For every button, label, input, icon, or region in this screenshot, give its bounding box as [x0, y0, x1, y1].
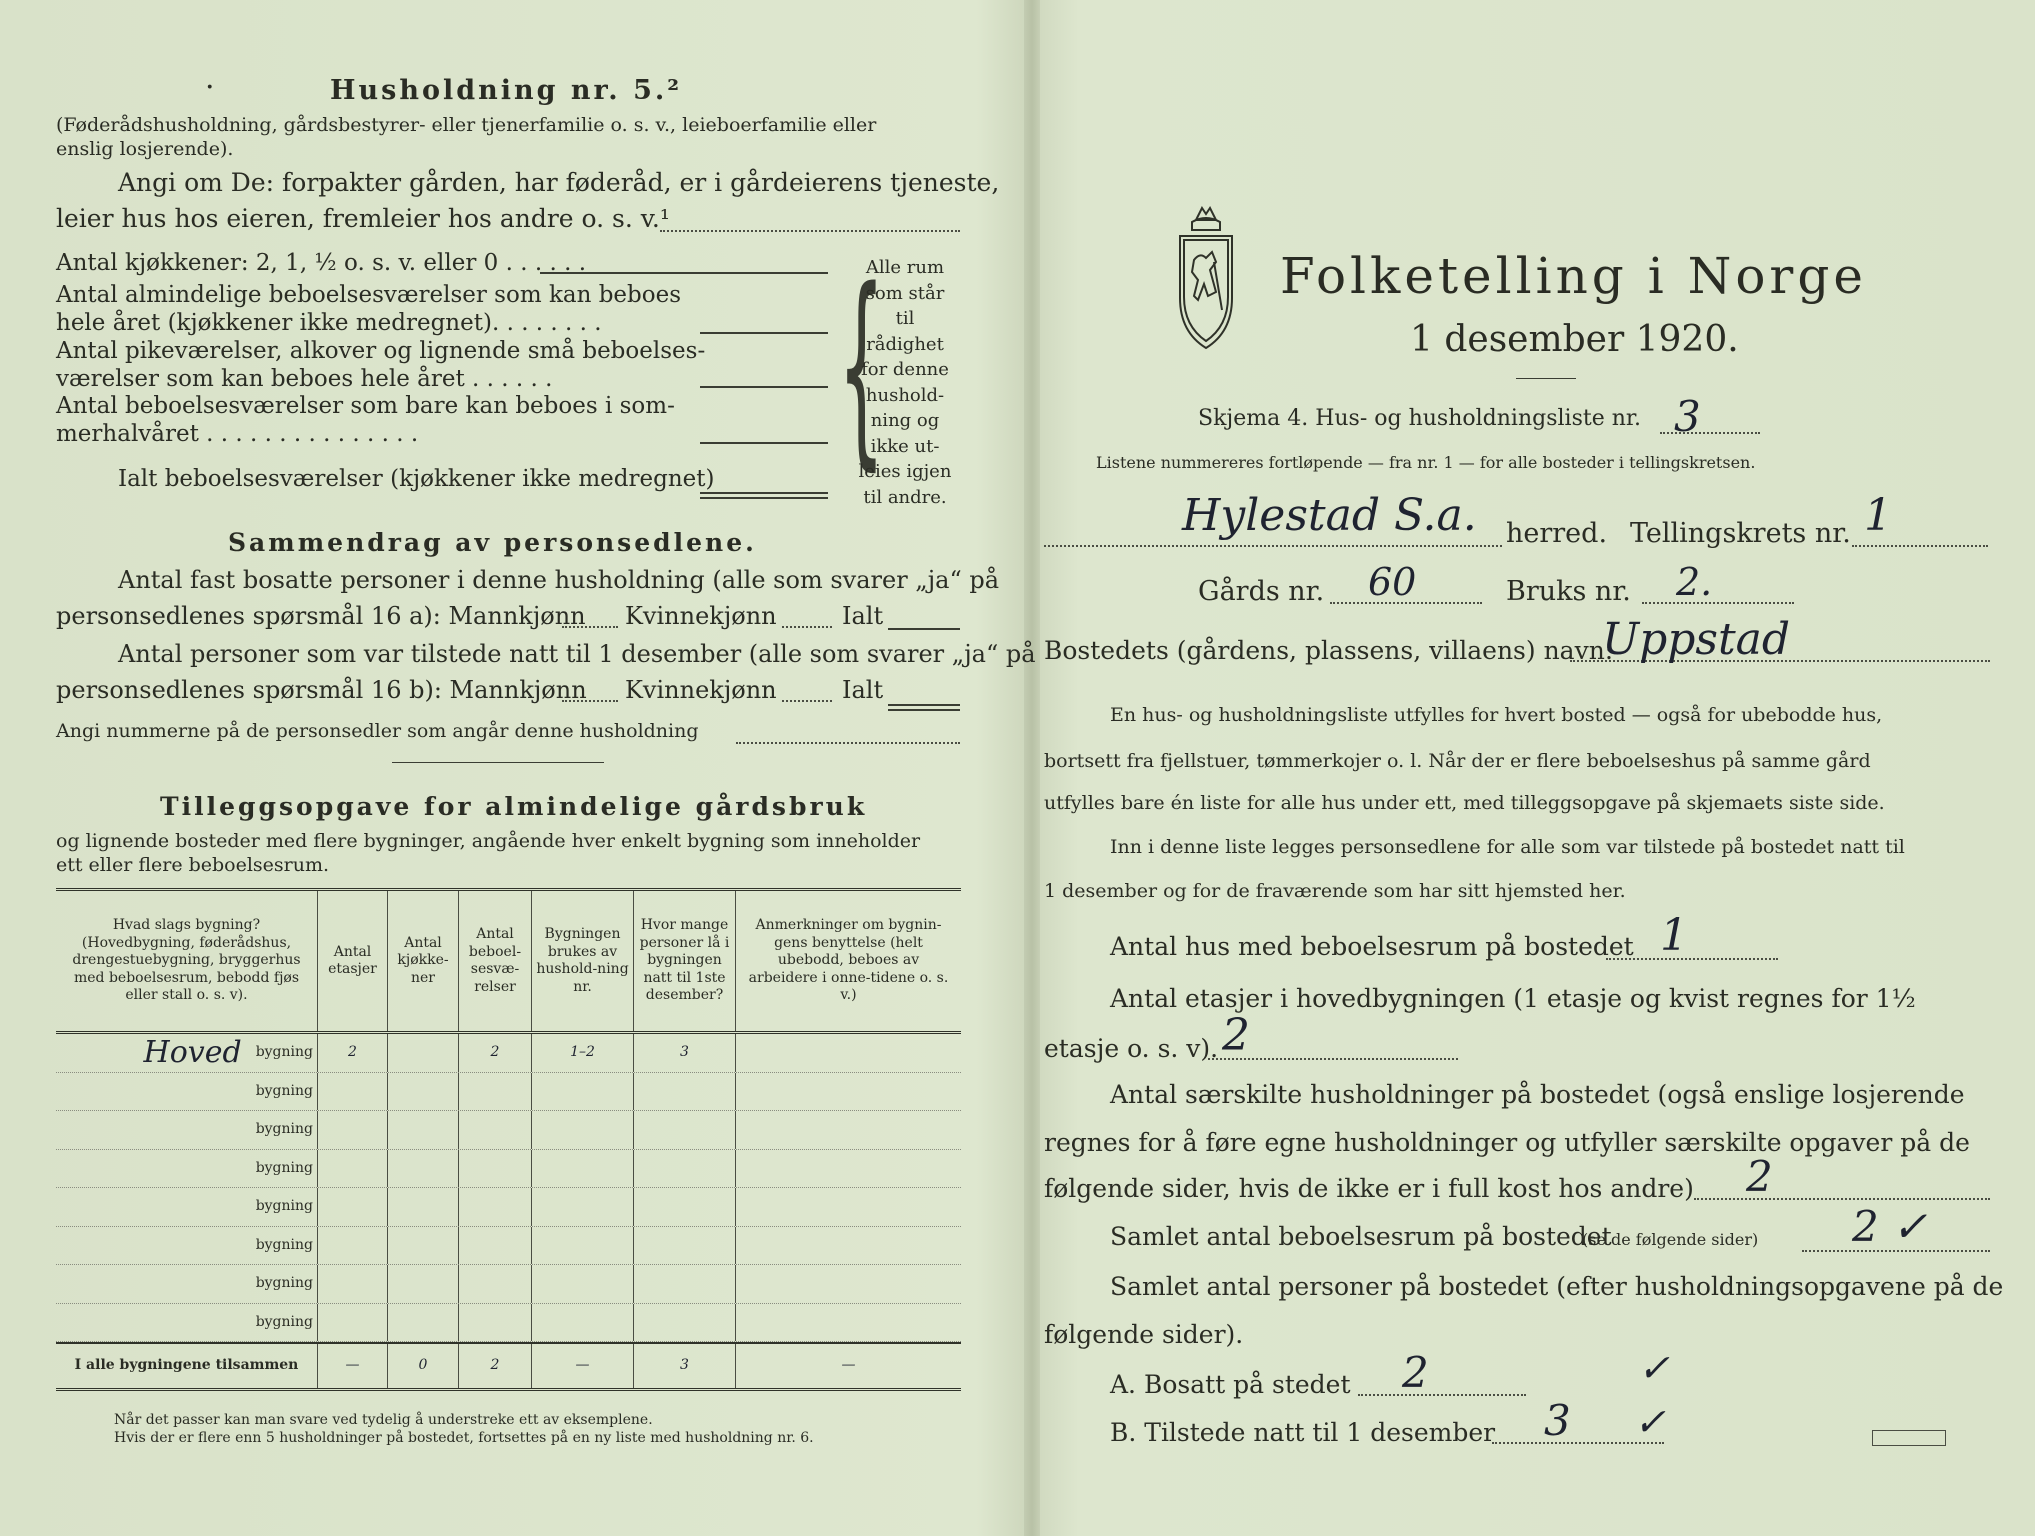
- cell-floors: [318, 1111, 388, 1149]
- rooms-brace: {: [838, 244, 885, 489]
- a-value: 2: [1402, 1348, 1429, 1397]
- cell-kitchens: [388, 1073, 459, 1111]
- rooms-line4: Antal pikeværelser, alkover og lignende små beboelses-: [56, 338, 706, 364]
- q1-line: [1606, 958, 1778, 960]
- q3-line1: Antal særskilte husholdninger på bostedet (også enslige losjerende: [1110, 1080, 1965, 1109]
- title-divider: [1516, 378, 1576, 379]
- rooms-line7: merhalvåret . . . . . . . . . . . . . . .: [56, 421, 419, 447]
- rooms-answer-line1: [540, 272, 828, 274]
- q2-value: 2: [1222, 1010, 1250, 1061]
- header-rooms: [459, 891, 532, 1031]
- side-note-line: hushold-: [865, 384, 945, 406]
- summary-line2b: Kvinnekjønn: [625, 602, 777, 630]
- section-divider: [392, 762, 604, 763]
- q1-value: 1: [1660, 910, 1688, 961]
- table-header: [56, 891, 961, 1034]
- table-row: [56, 1150, 961, 1189]
- table-row: [56, 1073, 961, 1112]
- cell-kitchens: [388, 1304, 459, 1342]
- resident-total-field: [888, 628, 960, 630]
- side-note-line: til andre.: [863, 486, 947, 508]
- cell-household: [532, 1150, 634, 1188]
- cell-notes: [736, 1150, 961, 1188]
- cell-persons: [634, 1111, 736, 1149]
- page-spine: [1024, 0, 1040, 1536]
- table-total-row: [56, 1342, 961, 1388]
- table-row: [56, 1034, 961, 1073]
- footnote2: Hvis der er flere enn 5 husholdninger på bostedet, fortsettes på en ny liste med husholdning nr. 6.: [114, 1430, 814, 1446]
- q2-line2: etasje o. s. v).: [1044, 1034, 1219, 1063]
- supplement-line2: ett eller flere beboelsesrum.: [56, 854, 330, 876]
- side-note-line: ikke ut-: [870, 435, 940, 457]
- bruks-value: 2.: [1676, 560, 1713, 604]
- cell-kitchens: [388, 1150, 459, 1188]
- building-suffix-label: bygning: [255, 1159, 313, 1176]
- cell-persons: [634, 1304, 736, 1342]
- total-kitchens: 0: [388, 1344, 459, 1388]
- table-row: [56, 1265, 961, 1304]
- rooms-line5: værelser som kan beboes hele året . . . . . .: [56, 366, 553, 392]
- header-label: Anmerkninger om bygnin-gens benyttelse (helt ubebodd, beboes av arbeidere i onne-tidene o. s. v.): [748, 917, 949, 1004]
- cell-notes: [736, 1073, 961, 1111]
- cell-persons: [634, 1227, 736, 1265]
- cell-floors: [318, 1073, 388, 1111]
- schema-nr-value: 3: [1674, 392, 1701, 441]
- table-row: [56, 1188, 961, 1227]
- buildings-table: [56, 888, 961, 1391]
- dot-mark: ·: [205, 70, 215, 105]
- cell-rooms: [459, 1265, 532, 1303]
- cell-kitchens: [388, 1034, 459, 1072]
- present-female-field: [782, 700, 832, 702]
- present-male-field: [562, 700, 618, 702]
- cell-rooms: 2: [459, 1034, 532, 1072]
- cell-rooms: [459, 1304, 532, 1342]
- building-type-cell: [56, 1073, 318, 1111]
- side-note-line: leies igjen: [858, 461, 952, 482]
- header-household: [532, 891, 634, 1031]
- household-intro-line1: (Føderådshusholdning, gårdsbestyrer- eller tjenerfamilie o. s. v., leieboerfamilie eller: [56, 114, 877, 136]
- rooms-line3: hele året (kjøkkener ikke medregnet). . . . . . . .: [56, 310, 602, 336]
- krets-line: [1852, 545, 1988, 547]
- header-kitchens: [388, 891, 459, 1031]
- krets-value: 1: [1864, 490, 1892, 541]
- resident-female-field: [782, 626, 832, 628]
- header-label: Antal beboel-sesvæ-relser: [468, 926, 522, 995]
- building-type-cell: [56, 1304, 318, 1342]
- cell-persons: [634, 1188, 736, 1226]
- cell-floors: [318, 1265, 388, 1303]
- instruction-line3: utfylles bare én liste for alle hus under ett, med tilleggsopgave på skjemaets siste side.: [1044, 792, 1885, 814]
- cell-floors: [318, 1304, 388, 1342]
- building-type-cell: [56, 1265, 318, 1303]
- q3-line3: følgende sider, hvis de ikke er i full kost hos andre): [1044, 1174, 1694, 1203]
- building-type-cell: [56, 1227, 318, 1265]
- q2-line1: Antal etasjer i hovedbygningen (1 etasje og kvist regnes for 1½: [1110, 984, 1916, 1013]
- household-heading: Husholdning nr. 5.²: [330, 75, 683, 106]
- cell-household: [532, 1111, 634, 1149]
- building-type-value: Hoved: [143, 1035, 242, 1070]
- herred-line: [1044, 545, 1502, 547]
- bosted-label: Bostedets (gårdens, plassens, villaens) navn:: [1044, 636, 1614, 665]
- side-note-line: som står til: [865, 282, 945, 329]
- cell-rooms: [459, 1227, 532, 1265]
- tenancy-question-line2: leier hus hos eieren, fremleier hos andre o. s. v.¹: [56, 204, 670, 233]
- krets-label: Tellingskrets nr.: [1630, 518, 1851, 549]
- table-row: [56, 1304, 961, 1343]
- total-floors: —: [318, 1344, 388, 1388]
- person-numbers-field: [736, 742, 960, 744]
- cell-kitchens: [388, 1265, 459, 1303]
- form-title: Folketelling i Norge: [1280, 247, 1867, 305]
- rooms-line6: Antal beboelsesværelser som bare kan beboes i som-: [56, 393, 675, 419]
- supplement-heading: Tilleggsopgave for almindelige gårdsbruk: [160, 792, 868, 821]
- table-row: [56, 1111, 961, 1150]
- cell-notes: [736, 1034, 961, 1072]
- side-note-line: rådighet: [866, 333, 944, 355]
- resident-male-field: [562, 626, 618, 628]
- tenancy-question-line1: Angi om De: forpakter gården, har føderåd, er i gårdeierens tjeneste,: [118, 168, 1000, 197]
- instruction-line5: 1 desember og for de fraværende som har sitt hjemsted her.: [1044, 880, 1626, 902]
- header-notes: [736, 891, 961, 1031]
- rooms-line1: Antal kjøkkener: 2, 1, ½ o. s. v. eller 0 . . . . . .: [56, 250, 587, 276]
- right-page: [1040, 0, 2035, 1536]
- cell-persons: [634, 1265, 736, 1303]
- building-type-cell: [56, 1150, 318, 1188]
- bruks-label: Bruks nr.: [1506, 576, 1631, 607]
- total-notes: —: [841, 1357, 856, 1374]
- schema-label: Skjema 4. Hus- og husholdningsliste nr.: [1198, 406, 1641, 431]
- cell-persons: [634, 1150, 736, 1188]
- instruction-line1: En hus- og husholdningsliste utfylles for hvert bosted — også for ubebodde hus,: [1110, 704, 1883, 726]
- cell-notes: [736, 1265, 961, 1303]
- cell-floors: 2: [318, 1034, 388, 1072]
- q4-small-note: (se de følgende sider): [1582, 1230, 1759, 1249]
- building-suffix-label: bygning: [255, 1198, 313, 1214]
- cell-rooms: [459, 1150, 532, 1188]
- footnote1: Når det passer kan man svare ved tydelig å understreke ett av eksemplene.: [114, 1412, 653, 1428]
- summary-line5: Angi nummerne på de personsedler som angår denne husholdning: [56, 720, 699, 742]
- summary-line4b: Kvinnekjønn: [625, 676, 777, 704]
- tenancy-answer-line: [660, 230, 960, 232]
- gards-value: 60: [1368, 560, 1417, 604]
- cell-rooms: [459, 1073, 532, 1111]
- rooms-total-answer-line: [700, 492, 828, 494]
- header-label: Antal kjøkke-ner: [397, 934, 449, 986]
- building-suffix-label: bygning: [255, 1236, 313, 1253]
- building-suffix-label: bygning: [255, 1082, 313, 1099]
- header-label: Hvor mange personer lå i bygningen natt til 1ste desember?: [639, 917, 730, 1004]
- table-row: [56, 1227, 961, 1266]
- side-note-line: for denne: [861, 359, 949, 380]
- building-suffix-label: bygning: [255, 1121, 313, 1137]
- cell-household: 1–2: [532, 1034, 634, 1072]
- cell-floors: [318, 1188, 388, 1226]
- building-type-cell: [56, 1111, 318, 1149]
- total-label: I alle bygningene tilsammen: [56, 1344, 318, 1388]
- rooms-answer-line2: [700, 332, 828, 334]
- b-label: B. Tilstede natt til 1 desember: [1110, 1418, 1496, 1447]
- rooms-answer-line4: [700, 442, 828, 444]
- household-intro-line2: enslig losjerende).: [56, 138, 234, 160]
- rooms-total-line: Ialt beboelsesværelser (kjøkkener ikke medregnet): [118, 466, 715, 492]
- q1-label: Antal hus med beboelsesrum på bostedet: [1110, 932, 1634, 961]
- cell-notes: [736, 1111, 961, 1149]
- a-line: [1358, 1394, 1526, 1396]
- side-note-line: ning og: [870, 410, 940, 431]
- header-label: Hvad slags bygning? (Hovedbygning, føderådshus, drengestuebygning, bryggerhus med beboelsesrum, bebodd fjøs eller stall o. s. v).: [72, 917, 301, 1004]
- b-check-mark: ✓: [1634, 1400, 1666, 1444]
- rooms-side-note: [855, 255, 955, 510]
- building-type-cell: [56, 1188, 318, 1226]
- total-persons: 3: [634, 1344, 736, 1388]
- gards-label: Gårds nr.: [1198, 576, 1325, 607]
- q3-line: [1694, 1198, 1990, 1200]
- cell-kitchens: [388, 1188, 459, 1226]
- rooms-answer-line3: [700, 386, 828, 388]
- header-label: Antal etasjer: [328, 943, 377, 977]
- header-label: Bygningen brukes av hushold-ning nr.: [536, 926, 629, 995]
- building-suffix-label: bygning: [255, 1044, 313, 1060]
- cell-kitchens: [388, 1227, 459, 1265]
- cell-rooms: [459, 1188, 532, 1226]
- bruks-line: [1642, 602, 1794, 604]
- cell-household: [532, 1304, 634, 1342]
- herred-label: herred.: [1506, 518, 1608, 549]
- herred-value: Hylestad S.a.: [1182, 490, 1477, 541]
- cell-household: [532, 1188, 634, 1226]
- rooms-total-double-line: [700, 497, 828, 499]
- building-suffix-label: bygning: [255, 1313, 313, 1330]
- header-persons: [634, 891, 736, 1031]
- cell-kitchens: [388, 1111, 459, 1149]
- instruction-line4: Inn i denne liste legges personsedlene for alle som var tilstede på bostedet natt til: [1110, 836, 1905, 858]
- cell-notes: [736, 1227, 961, 1265]
- rooms-line2: Antal almindelige beboelsesværelser som kan beboes: [56, 282, 682, 308]
- summary-line4c: Ialt: [842, 676, 884, 704]
- supplement-line1: og lignende bosteder med flere bygninger, angående hver enkelt bygning som inneholder: [56, 830, 921, 852]
- cell-floors: [318, 1150, 388, 1188]
- summary-line1: Antal fast bosatte personer i denne husholdning (alle som svarer „ja“ på: [118, 566, 1000, 594]
- q5-line1: Samlet antal personer på bostedet (efter husholdningsopgavene på de: [1110, 1272, 2004, 1301]
- a-label: A. Bosatt på stedet: [1110, 1370, 1351, 1399]
- numbering-note: Listene nummereres fortløpende — fra nr. 1 — for alle bosteder i tellingskretsen.: [1096, 453, 1756, 472]
- present-total-field: [888, 704, 960, 706]
- building-type-cell: [56, 1034, 318, 1072]
- q4-value: 2 ✓: [1852, 1202, 1928, 1251]
- printer-stamp-icon: [1872, 1430, 1946, 1446]
- summary-line2c: Ialt: [842, 602, 884, 630]
- b-value: 3: [1544, 1396, 1571, 1445]
- summary-heading: Sammendrag av personsedlene.: [228, 528, 757, 557]
- q3-line2: regnes for å føre egne husholdninger og utfyller særskilte opgaver på de: [1044, 1128, 1970, 1157]
- header-building-type: [56, 891, 318, 1031]
- census-date: 1 desember 1920.: [1410, 319, 1739, 360]
- q3-value: 2: [1746, 1152, 1773, 1201]
- cell-floors: [318, 1227, 388, 1265]
- cell-household: [532, 1265, 634, 1303]
- side-note-line: Alle rum: [865, 257, 945, 278]
- total-rooms: 2: [459, 1344, 532, 1388]
- building-suffix-label: bygning: [255, 1275, 313, 1291]
- q4-label: Samlet antal beboelsesrum på bostedet: [1110, 1222, 1612, 1251]
- cell-rooms: [459, 1111, 532, 1149]
- a-check-mark: ✓: [1638, 1346, 1670, 1390]
- cell-notes: [736, 1188, 961, 1226]
- bosted-value: Uppstad: [1602, 614, 1791, 665]
- cell-household: [532, 1073, 634, 1111]
- cell-notes: [736, 1304, 961, 1342]
- cell-household: [532, 1227, 634, 1265]
- summary-line2a: personsedlenes spørsmål 16 a): Mannkjønn: [56, 602, 586, 630]
- present-total-double-field: [888, 709, 960, 711]
- header-floors: [318, 891, 388, 1031]
- q5-line2: følgende sider).: [1044, 1320, 1244, 1349]
- cell-persons: [634, 1073, 736, 1111]
- instruction-line2: bortsett fra fjellstuer, tømmerkojer o. l. Når der er flere beboelseshus på samme gård: [1044, 750, 1871, 772]
- total-household: —: [532, 1344, 634, 1388]
- norway-coat-of-arms-icon: [1166, 200, 1246, 352]
- summary-line3: Antal personer som var tilstede natt til 1 desember (alle som svarer „ja“ på: [118, 640, 1036, 668]
- cell-persons: 3: [634, 1034, 736, 1072]
- summary-line4a: personsedlenes spørsmål 16 b): Mannkjønn: [56, 676, 587, 704]
